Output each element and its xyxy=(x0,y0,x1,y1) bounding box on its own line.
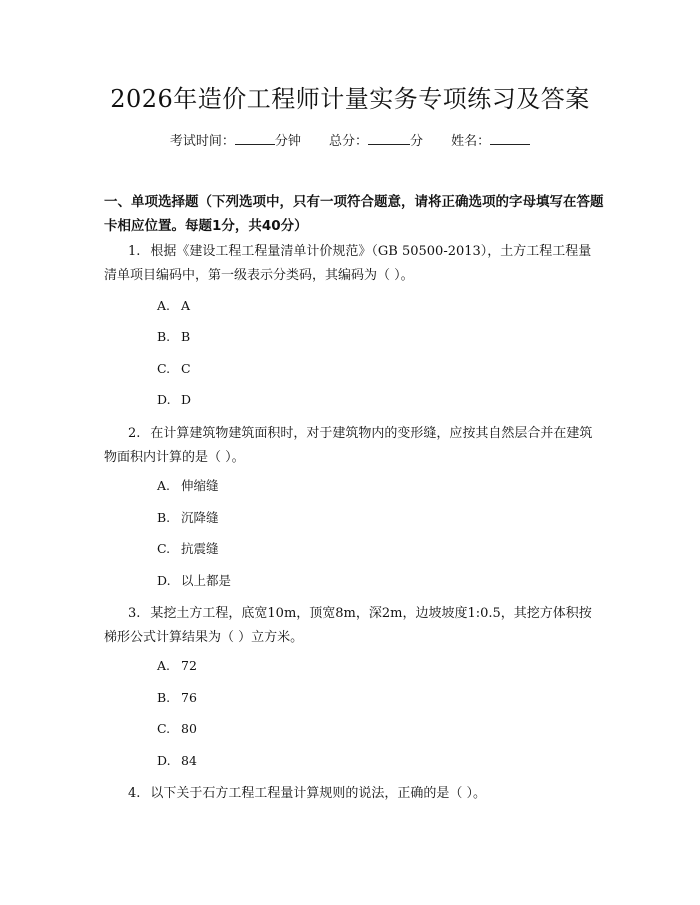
question-number: 1. xyxy=(128,244,141,259)
option-text: 沉降缝 xyxy=(181,510,219,525)
option-1-c xyxy=(157,359,191,379)
total-score-unit: 分 xyxy=(410,134,424,149)
question-number: 3. xyxy=(128,606,141,621)
option-letter: A. xyxy=(157,478,171,493)
option-letter: A. xyxy=(157,298,171,313)
option-letter: D. xyxy=(157,573,171,588)
section-heading: 一、单项选择题（下列选项中，只有一项符合题意，请将正确选项的字母填写在答题卡相应位置。每题1分，共40分） xyxy=(104,194,604,234)
option-2-c xyxy=(157,539,219,559)
option-text: 抗震缝 xyxy=(181,541,219,556)
option-letter: D. xyxy=(157,392,171,407)
name-blank xyxy=(490,130,530,145)
document-title: 2026年造价工程师计量实务专项练习及答案 xyxy=(110,85,590,113)
option-letter: A. xyxy=(157,658,171,673)
option-letter: B. xyxy=(157,329,171,344)
option-text: 84 xyxy=(181,753,197,768)
option-text: C xyxy=(181,361,191,376)
option-letter: B. xyxy=(157,690,171,705)
option-3-d xyxy=(157,751,197,771)
option-letter: D. xyxy=(157,753,171,768)
question-4 xyxy=(104,782,604,806)
option-text: 72 xyxy=(181,658,197,673)
question-text: 某挖土方工程，底宽10m，顶宽8m，深2m，边坡坡度1:0.5，其挖方体积按梯形公式计算结果为（ ）立方米。 xyxy=(104,606,592,645)
name-label: 姓名： xyxy=(451,134,491,149)
total-score-label: 总分： xyxy=(328,134,368,149)
option-letter: C. xyxy=(157,541,171,556)
option-letter: C. xyxy=(157,721,171,736)
option-text: A xyxy=(181,298,191,313)
option-2-d xyxy=(157,571,231,591)
option-3-c xyxy=(157,719,197,739)
option-text: D xyxy=(181,392,192,407)
question-text: 根据《建设工程工程量清单计价规范》（GB 50500-2013），土方工程工程量清单项目编码中，第一级表示分类码，其编码为（ ）。 xyxy=(104,244,592,283)
option-text: 76 xyxy=(181,690,197,705)
question-text: 以下关于石方工程工程量计算规则的说法，正确的是（ ）。 xyxy=(150,786,487,801)
name-field xyxy=(451,130,530,152)
option-text: B xyxy=(181,329,191,344)
question-3 xyxy=(104,602,604,650)
option-letter: C. xyxy=(157,361,171,376)
option-1-a xyxy=(157,296,190,316)
option-letter: B. xyxy=(157,510,171,525)
question-text: 在计算建筑物建筑面积时，对于建筑物内的变形缝，应按其自然层合并在建筑物面积内计算的是（ ）。 xyxy=(104,426,593,465)
option-text: 以上都是 xyxy=(181,573,232,588)
option-3-a xyxy=(157,656,197,676)
question-number: 4. xyxy=(128,786,141,801)
option-1-d xyxy=(157,390,191,410)
exam-time-blank xyxy=(235,130,275,145)
option-text: 80 xyxy=(181,721,197,736)
exam-time-field xyxy=(170,130,301,152)
question-1 xyxy=(104,240,604,288)
option-3-b xyxy=(157,688,197,708)
question-2 xyxy=(104,422,604,470)
exam-time-label: 考试时间： xyxy=(169,134,235,149)
exam-time-unit: 分钟 xyxy=(274,134,301,149)
option-2-b xyxy=(157,508,219,528)
total-score-blank xyxy=(368,130,410,145)
option-2-a xyxy=(157,476,219,496)
option-1-b xyxy=(157,327,190,347)
question-number: 2. xyxy=(128,426,141,441)
total-score-field xyxy=(329,130,423,152)
option-text: 伸缩缝 xyxy=(181,478,219,493)
exam-info-line xyxy=(0,130,700,152)
